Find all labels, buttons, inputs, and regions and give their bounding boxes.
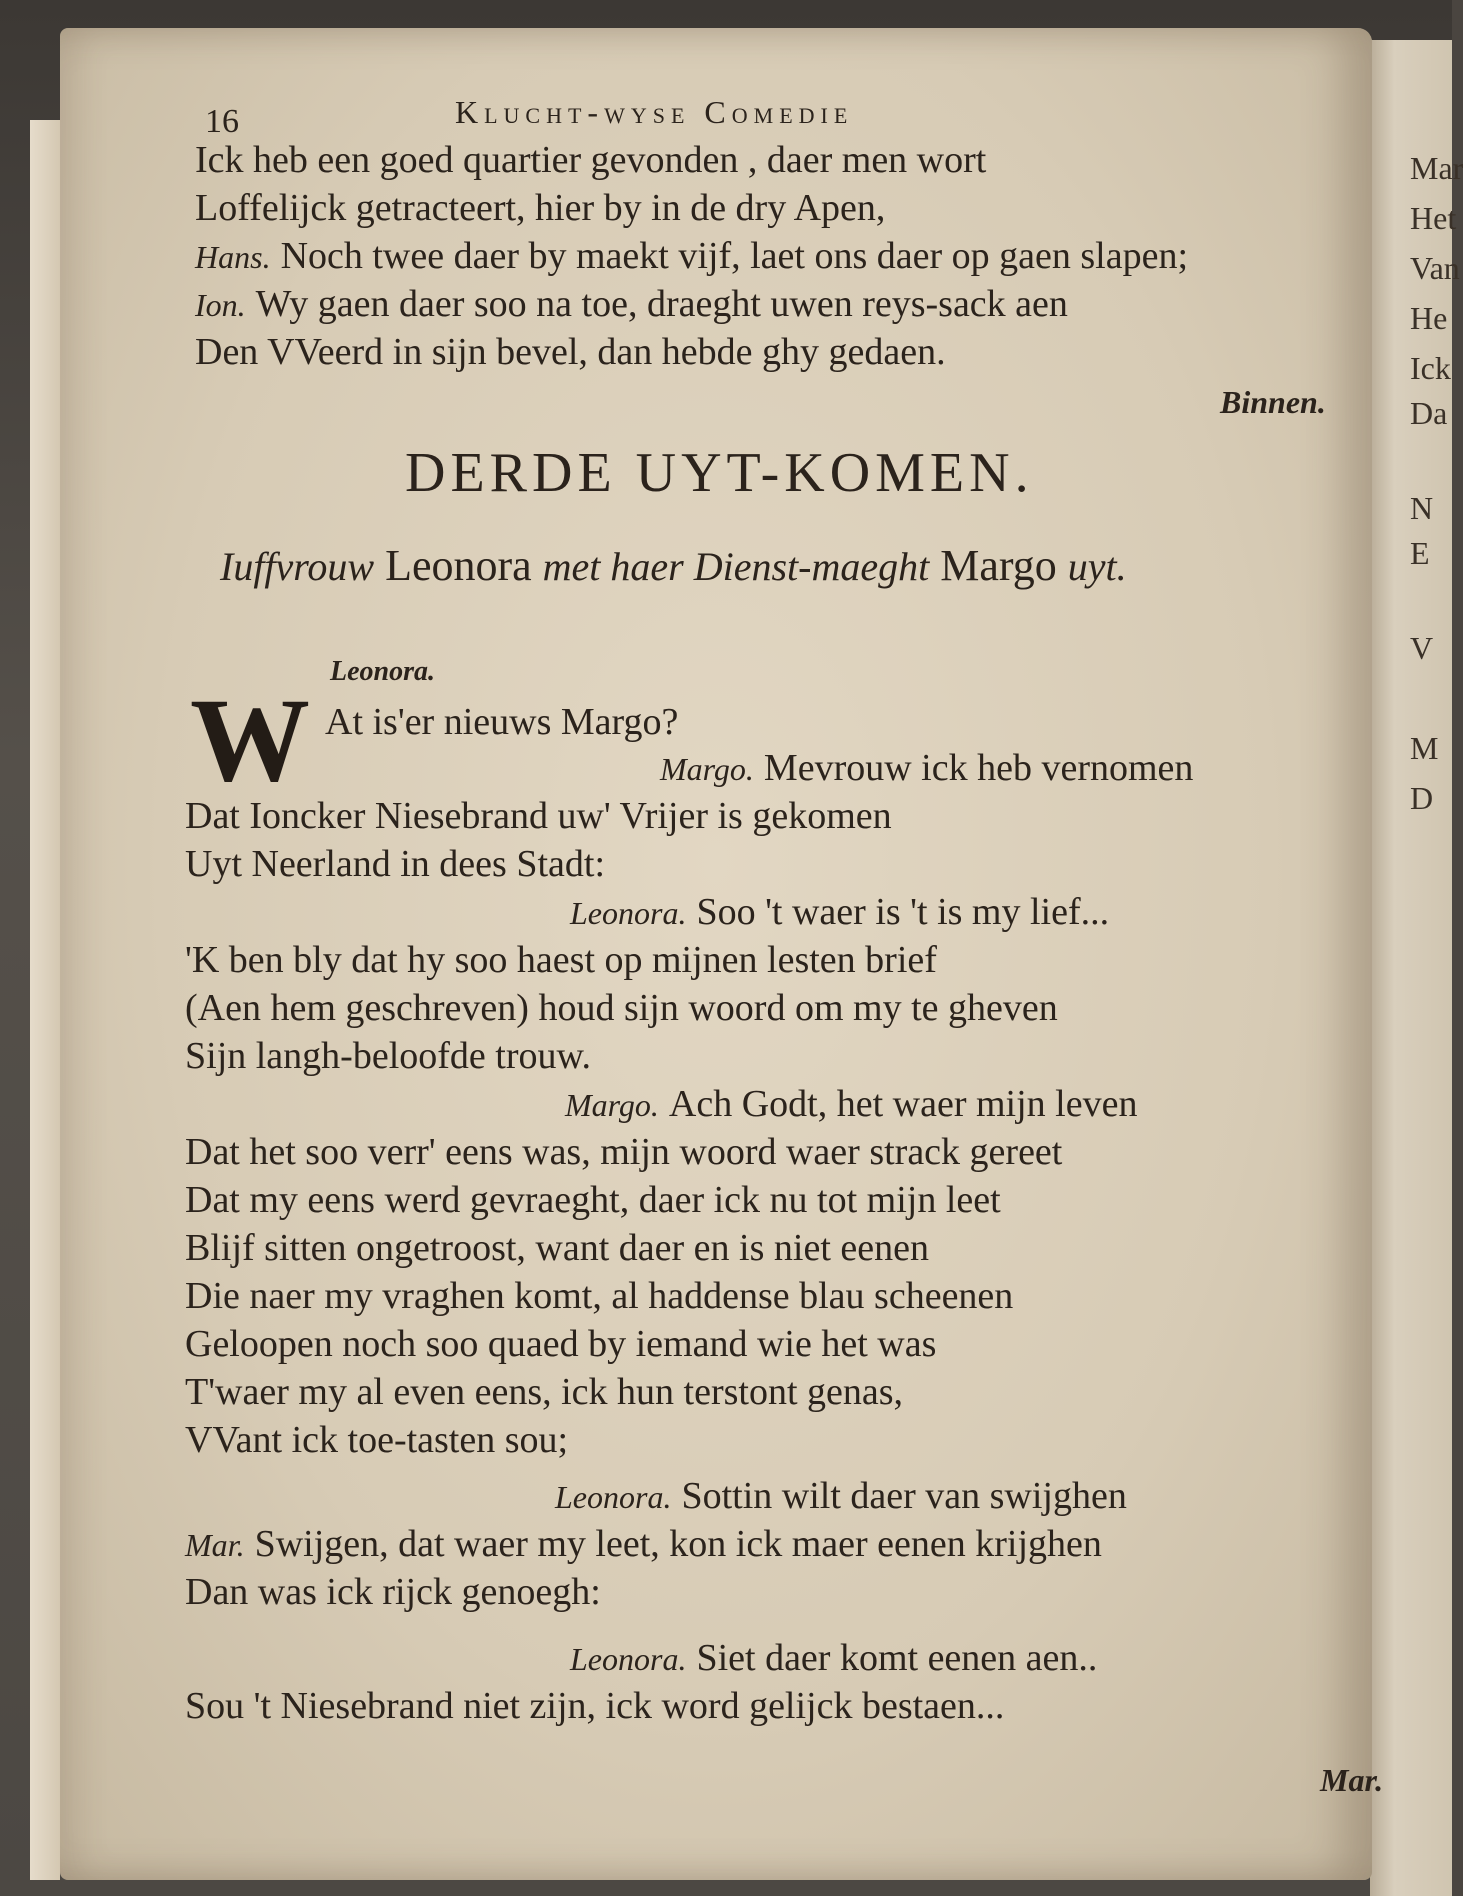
line-text: Geloopen noch soo quaed by iemand wie het was [185,1323,937,1365]
line-text: T'waer my al even eens, ick hun terstont genas, [185,1371,904,1413]
page-edges [30,120,60,1880]
scene-heading: DERDE UYT-KOMEN. [405,442,1034,504]
facing-fragment: V [1410,630,1434,666]
facing-fragment: He [1410,300,1448,336]
verse-line [185,842,605,886]
line-text: Uyt Neerland in dees Stadt: [185,843,606,885]
facing-fragment: N [1410,490,1434,526]
verse-line [185,986,1058,1030]
stage-direction: Binnen. [1220,384,1326,420]
page-number: 16 [205,103,239,140]
verse-line [185,794,892,838]
line-text: Dan was ick rijck genoegh: [185,1571,601,1613]
speaker-name: Leonora. [330,656,435,687]
subtitle-part: Iuffvrouw [220,544,375,589]
verse-line [555,1474,1127,1519]
facing-fragment: E [1410,535,1430,571]
speaker-name: Leonora. [570,895,687,931]
verse-line [570,890,1109,935]
line-text: Sou 't Niesebrand niet zijn, ick word gelijck bestaen... [185,1685,1005,1727]
facing-fragment: Van [1410,250,1460,286]
drop-cap: W [190,673,310,806]
verse-line [185,1322,936,1366]
subtitle-part: Margo [940,541,1057,590]
line-text: 'K ben bly dat hy soo haest op mijnen lesten brief [185,939,937,981]
line-text: Ach Godt, het waer mijn leven [668,1083,1138,1125]
line-text: Dat Ioncker Niesebrand uw' Vrijer is gekomen [185,795,892,837]
verse-line [570,1636,1097,1681]
verse-line [185,1130,1062,1174]
verse-line [185,1570,601,1614]
facing-fragment: Ick [1410,350,1451,386]
speaker-name: Margo. [660,751,754,787]
verse-line [565,1082,1137,1127]
line-text: Swijgen, dat waer my leet, kon ick maer eenen krijghen [254,1523,1102,1565]
facing-fragment: Mar [1410,150,1463,186]
speaker-name: Hans. [195,239,271,275]
verse-line [185,1418,568,1462]
running-title: Klucht-wyse Comedie [455,94,854,130]
facing-fragment: Da [1410,395,1448,431]
line-text: Mevrouw ick heb vernomen [763,747,1194,789]
book-page [60,28,1384,1880]
line-text: (Aen hem geschreven) houd sijn woord om my te gheven [185,987,1058,1029]
line-text: Sottin wilt daer van swijghen [681,1475,1127,1517]
verse-line [195,138,986,182]
line-text: Noch twee daer by maekt vijf, laet ons daer op gaen slapen; [280,235,1188,277]
verse-line [195,234,1188,279]
speaker-name: Mar. [185,1527,245,1563]
verse-line [185,1522,1102,1567]
line-text: Wy gaen daer soo na toe, draeght uwen reys-sack aen [255,283,1068,325]
verse-line [660,746,1193,791]
line-text: Ick heb een goed quartier gevonden , daer men wort [195,139,987,181]
facing-fragment: D [1410,780,1434,816]
line-text: Dat het soo verr' eens was, mijn woord waer strack gereet [185,1131,1063,1173]
line-text: Siet daer komt eenen aen.. [696,1637,1098,1679]
verse-line [195,282,1068,327]
verse-line [195,330,946,374]
verse-line: At is'er nieuws Margo? [325,701,679,743]
line-text: VVant ick toe-tasten sou; [185,1419,569,1461]
subtitle-part: uyt. [1067,544,1127,589]
line-text: Soo 't waer is 't is my lief... [696,891,1110,933]
speaker-name: Leonora. [570,1641,687,1677]
verse-line [185,1034,591,1078]
line-text: Blijf sitten ongetroost, want daer en is niet eenen [185,1227,929,1269]
verse-line [185,1684,1004,1728]
facing-fragment: M [1410,730,1439,766]
verse-line [185,938,937,982]
subtitle-part: met haer Dienst-maeght [542,544,930,589]
speaker-name: Margo. [565,1087,659,1123]
verse-line [185,1226,929,1270]
facing-page [1370,40,1463,1896]
line-text: Dat my eens werd gevraeght, daer ick nu tot mijn leet [185,1179,1001,1221]
verse-line [195,186,885,230]
line-text: Die naer my vraghen komt, al haddense blau scheenen [185,1275,1014,1317]
speaker-name: Ion. [195,287,246,323]
line-text: Loffelijck getracteert, hier by in de dry Apen, [195,187,886,229]
verse-line [185,1178,1001,1222]
subtitle-part: Leonora [385,541,532,590]
catchword: Mar. [1320,1762,1384,1798]
line-text: Sijn langh-beloofde trouw. [185,1035,591,1077]
verse-line [185,1370,903,1414]
scene-subtitle [220,538,1127,595]
facing-fragment: Het [1410,200,1457,236]
speaker-name: Leonora. [555,1479,672,1515]
verse-line [185,1274,1013,1318]
line-text: Den VVeerd in sijn bevel, dan hebde ghy gedaen. [195,331,946,373]
